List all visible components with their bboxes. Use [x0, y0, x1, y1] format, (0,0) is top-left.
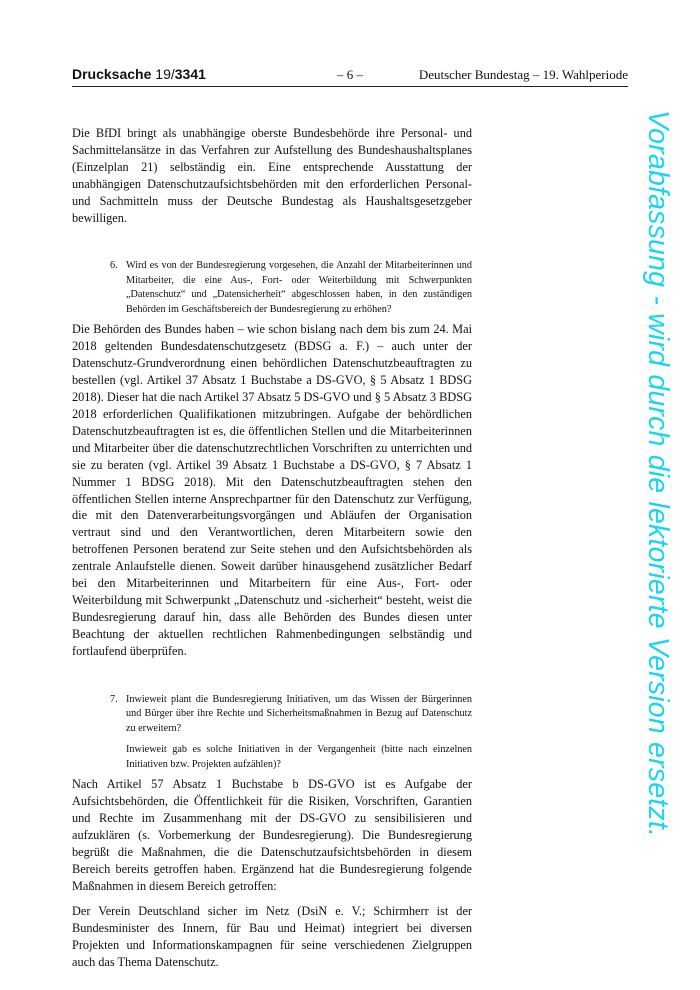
- draft-watermark: [640, 110, 676, 910]
- question-7-number: 7.: [110, 693, 118, 705]
- paragraph-2: Die Behörden des Bundes haben – wie schon bislang nach dem bis zum 24. Mai 2018 geltenden Bundesdatenschutzgesetz (BDSG a. F.) – auch unter der Datenschutz-Grundverordnung einen behördlichen Datenschutzbeauftragten zu bestellen (vgl. Artikel 37 Absatz 1 Buchstabe a DS-GVO, § 5 Absatz 1 BDSG 2018). Dieser hat die nach Artikel 37 Absatz 5 DS-GVO und § 5 Absatz 3 BDSG 2018 erforderlichen Qualifikationen mitzubringen. Aufgabe der behördlichen Datenschutzbeauftragten ist es, die öffentlichen Stellen und die Mitarbeiterinnen und Mitarbeiter über die datenschutzrechtlichen Vorschriften zu unterrichten und sie zu beraten (vgl. Artikel 39 Absatz 1 Buchstabe a DS-GVO, § 7 Absatz 1 Nummer 1 BDSG 2018). Mit den Datenschutzbeauftragten stehen den öffentlichen Stellen interne Ansprechpartner für den Datenschutz zur Verfügung, die mit den Datenverarbeitungsvorgängen und Abläufen der Organisation vertraut sind und den Verantwortlichen, deren Mitarbeitern sowie den betroffenen Personen beratend zur Seite stehen und den Aufsichtsbehörden als zentrale Anlaufstelle dienen. Soweit darüber hinausgehend zusätzlicher Bedarf bei den Mitarbeiterinnen und Mitarbeitern für eine Aus-, Fort- oder Weiterbildung mit Schwerpunkt „Datenschutz und -sicherheit“ besteht, weist die Bundesregierung darauf hin, dass alle Behörden des Bundes diesen unter Beachtung der aktuellen rechtlichen Rahmenbedingungen selbständig und fortlaufend überprüfen.: [72, 322, 472, 658]
- paragraph-4: Der Verein Deutschland sicher im Netz (DsiN e. V.; Schirmherr ist der Bundesminister des Innern, für Bau und Heimat) integriert bei diversen Projekten und Informationskampagnen für seine verschiedenen Zielgruppen auch das Thema Datenschutz.: [72, 904, 472, 970]
- parliament-title: Deutscher Bundestag – 19. Wahlperiode: [418, 67, 628, 82]
- doc-label: Drucksache: [72, 66, 152, 82]
- page-header: [72, 66, 628, 87]
- question-7: [72, 693, 472, 773]
- doc-number: 3341: [174, 66, 206, 82]
- question-6-number: 6.: [110, 260, 118, 272]
- page-number: – 6 –: [337, 67, 363, 82]
- document-body: [72, 125, 472, 971]
- question-7-text: Inwieweit plant die Bundesregierung Initiativen, um das Wissen der Bürgerinnen und Bürger über ihre Rechte und Sicherheitsmaßnahmen in Bezug auf Datenschutz zu erweitern?: [126, 693, 472, 734]
- watermark-text: Vorabfassung - wird durch die lektorierte Version ersetzt.: [642, 110, 674, 838]
- doc-number-prefix: 19/: [155, 66, 175, 82]
- paragraph-3: Nach Artikel 57 Absatz 1 Buchstabe b DS-GVO ist es Aufgabe der Aufsichtsbehörden, die Öffentlichkeit für die Risiken, Vorschriften, Garantien und Rechte im Zusammenhang mit der DS-GVO zu sensibilisieren und aufzuklären (s. Vorbemerkung der Bundesregierung). Die Bundesregierung begrüßt die Maßnahmen, die die Datenschutzaufsichtsbehörden in diesem Bereich bereits getroffen haben. Ergänzend hat die Bundesregierung folgende Maßnahmen in diesem Bereich getroffen:: [72, 777, 472, 893]
- paragraph-1: Die BfDI bringt als unabhängige oberste Bundesbehörde ihre Personal- und Sachmittelansätze in das Verfahren zur Aufstellung des Bundeshaushaltsplanes (Einzelplan 21) selbständig ein. Eine entsprechende Ausstattung der unabhängigen Datenschutzaufsichtsbehörden mit den erforderlichen Personal- und Sachmitteln muss der Deutsche Bundestag als Haushaltsgesetzgeber bewilligen.: [72, 126, 472, 225]
- question-6: [72, 259, 472, 317]
- question-7-subtext: Inwieweit gab es solche Initiativen in der Vergangenheit (bitte nach einzelnen Initiativen bzw. Projekten aufzählen)?: [126, 744, 472, 770]
- question-6-text: Wird es von der Bundesregierung vorgesehen, die Anzahl der Mitarbeiterinnen und Mitarbeiter, die eine Aus-, Fort- oder Weiterbildung mit Schwerpunkten „Datenschutz“ und „Datensicherheit“ abgeschlossen haben, in den zuständigen Behörden im Geschäftsbereich der Bundesregierung zu erhöhen?: [126, 260, 472, 315]
